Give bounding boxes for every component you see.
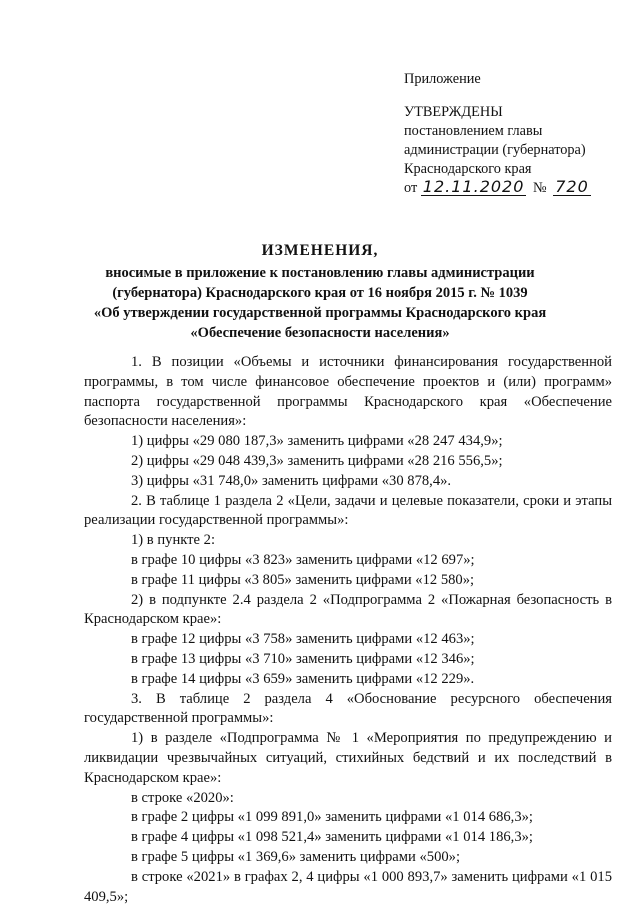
title-line-3: «Об утверждении государственной программы Краснодарского края	[93, 305, 547, 321]
approval-date-line	[404, 179, 624, 198]
paragraph: 1) в разделе «Подпрограмма № 1 «Мероприятия по предупреждению и ликвидации чрезвычайных ситуаций, стихийных бедствий и их последствий в Краснодарском крае»:	[84, 730, 612, 786]
document-title	[60, 241, 580, 343]
approval-line-2: администрации (губернатора)	[404, 142, 586, 158]
title-line-4: «Обеспечение безопасности населения»	[190, 325, 450, 341]
approved-label: УТВЕРЖДЕНЫ	[404, 104, 503, 120]
from-label: от	[404, 180, 418, 196]
spacer	[404, 89, 624, 103]
paragraph: в графе 12 цифры «3 758» заменить цифрами «12 463»;	[131, 631, 475, 648]
paragraph: 2. В таблице 1 раздела 2 «Цели, задачи и целевые показатели, сроки и этапы реализации государственной программы»:	[84, 492, 612, 529]
approval-line-3: Краснодарского края	[404, 161, 532, 177]
appendix-label: Приложение	[404, 71, 481, 87]
document-body	[84, 353, 612, 907]
paragraph: в строке «2021» в графах 2, 4 цифры «1 000 893,7» заменить цифрами «1 015 409,5»;	[84, 868, 612, 905]
title-main: ИЗМЕНЕНИЯ,	[261, 242, 379, 259]
approval-line-1: постановлением главы	[404, 123, 543, 139]
paragraph: 1) в пункте 2:	[131, 532, 216, 549]
number-sign: №	[532, 180, 547, 196]
paragraph: в графе 4 цифры «1 098 521,4» заменить цифрами «1 014 186,3»;	[131, 829, 533, 846]
paragraph: в графе 13 цифры «3 710» заменить цифрами «12 346»;	[131, 650, 475, 667]
title-line-2: (губернатора) Краснодарского края от 16 ноября 2015 г. № 1039	[112, 285, 528, 301]
approval-number: 720	[555, 177, 589, 196]
paragraph: 3. В таблице 2 раздела 4 «Обоснование ресурсного обеспечения государственной программы»:	[84, 690, 612, 727]
paragraph: 3) цифры «31 748,0» заменить цифрами «30 878,4».	[131, 472, 452, 489]
paragraph: в графе 5 цифры «1 369,6» заменить цифрами «500»;	[131, 848, 461, 865]
paragraph: 1. В позиции «Объемы и источники финансирования государственной программы, в том числе финансовое обеспечение проектов и (или) программ» паспорта государственной программы Краснодарского края «Обеспечение безопасности населения»:	[84, 354, 612, 430]
approval-date: 12.11.2020	[422, 177, 525, 196]
paragraph: в графе 10 цифры «3 823» заменить цифрами «12 697»;	[131, 551, 475, 568]
paragraph: 2) в подпункте 2.4 раздела 2 «Подпрограмма 2 «Пожарная безопасность в Краснодарском крае»:	[84, 591, 612, 628]
title-line-1: вносимые в приложение к постановлению главы администрации	[105, 265, 535, 281]
paragraph: в графе 2 цифры «1 099 891,0» заменить цифрами «1 014 686,3»;	[131, 809, 533, 826]
paragraph: 2) цифры «29 048 439,3» заменить цифрами «28 216 556,5»;	[131, 452, 503, 469]
paragraph: 1) цифры «29 080 187,3» заменить цифрами «28 247 434,9»;	[131, 433, 503, 450]
approval-block	[404, 70, 624, 198]
paragraph: в графе 14 цифры «3 659» заменить цифрами «12 229».	[131, 670, 475, 687]
paragraph: в строке «2020»:	[131, 789, 234, 806]
paragraph: в графе 11 цифры «3 805» заменить цифрами «12 580»;	[131, 571, 475, 588]
